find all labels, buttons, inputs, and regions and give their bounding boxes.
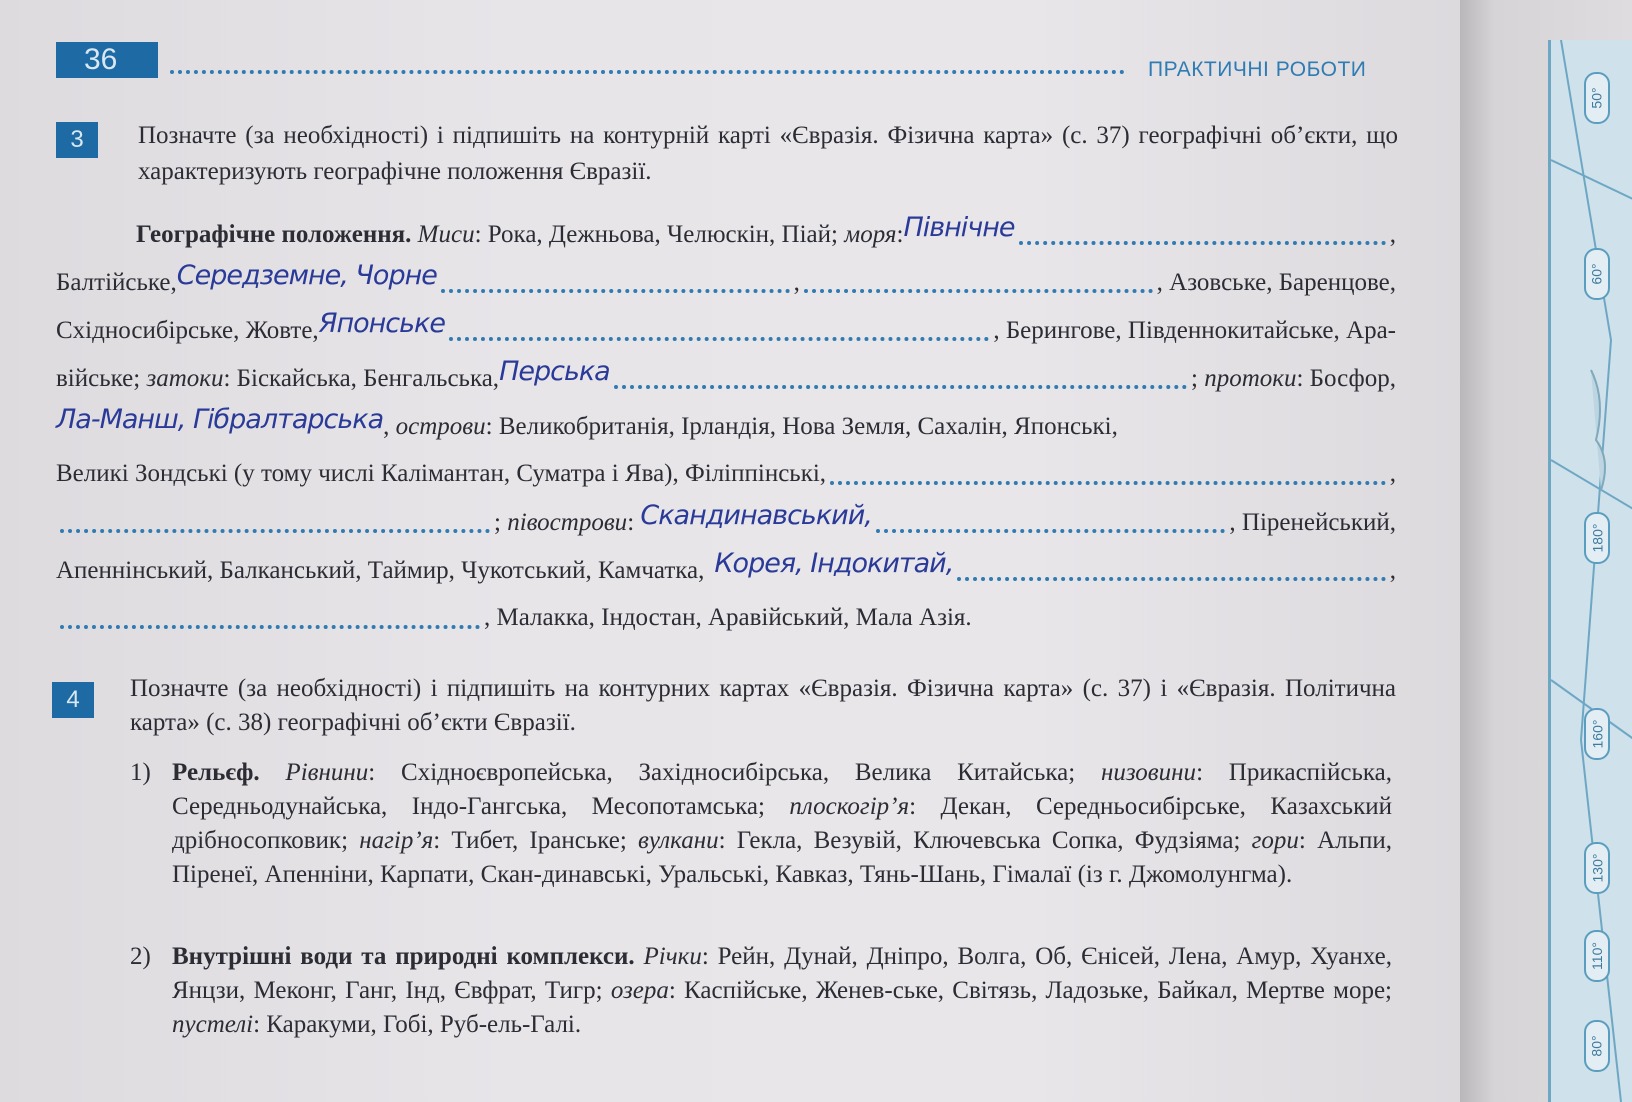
task3-line (56, 260, 1396, 304)
latitude-label: 110° (1584, 930, 1610, 982)
text-bays: : Біскайська, Бенгальська, (223, 365, 500, 392)
task3-line (56, 404, 1396, 448)
label: вулкани (638, 827, 719, 854)
text: Балтійське, (56, 269, 177, 296)
answer-blank[interactable] (876, 519, 1226, 533)
answer-blank[interactable] (804, 279, 1153, 293)
label-bays: затоки (146, 365, 224, 392)
label-straits: протоки (1204, 365, 1297, 392)
handwritten-answer: Скандинавський, (640, 500, 872, 531)
text: Великі Зондські (у тому числі Калімантан, Суматра і Ява), Філіппінські, (56, 460, 827, 487)
text: : Гекла, Везувій, Ключевська Сопка, Фудзіяма; (718, 827, 1252, 854)
label: плоскогір’я (789, 793, 910, 820)
task3-line (56, 500, 1396, 544)
text: : Прикаспійська, Середньодунайська, Індо-Гангська, Месопотамська; (172, 759, 1392, 820)
heading-geo-position: Географічне положення. (136, 221, 412, 248)
handwritten-answer: Корея, Індокитай, (714, 548, 954, 579)
item-title: Рельєф. (172, 759, 260, 786)
label: Рівнини (285, 759, 369, 786)
text: : (627, 509, 635, 536)
task-number-badge: 3 (56, 122, 98, 158)
label: пустелі (172, 1011, 254, 1038)
task3-line (56, 452, 1396, 496)
label: нагір’я (359, 827, 434, 854)
text: ; (494, 509, 501, 536)
item-number: 2) (130, 943, 151, 970)
task3-line (56, 356, 1396, 400)
page-number: 36 (56, 42, 158, 78)
text: війське; (56, 365, 147, 392)
task3-line (56, 308, 1396, 352)
latitude-label: 80° (1584, 1020, 1610, 1072)
item-number: 1) (130, 759, 151, 786)
text: , Піренейський, (1229, 509, 1396, 536)
list-item (130, 940, 1392, 1042)
label-seas: моря (844, 221, 897, 248)
handwritten-answer: Північне (903, 212, 1015, 243)
answer-blank[interactable] (957, 567, 1385, 581)
answer-blank[interactable] (441, 279, 790, 293)
task3-line (56, 548, 1396, 592)
text: , (383, 413, 396, 440)
text: : Каракуми, Гобі, Руб-ель-Галі. (253, 1011, 582, 1038)
handwritten-answer: Перська (499, 356, 610, 387)
text: : (896, 221, 904, 248)
task4-instruction: Позначте (за необхідності) і підпишіть на контурних картах «Євразія. Фізична карта» (с. 37) і «Євразія. Політична карта» (с. 38) географічні об’єкти Євразії. (130, 675, 1396, 736)
text: , (1389, 557, 1396, 584)
latitude-label: 160° (1584, 708, 1610, 760)
answer-blank[interactable] (614, 375, 1187, 389)
text: Апеннінський, Балканський, Таймир, Чукотський, Камчатка, (56, 557, 705, 584)
text-capes: : Рока, Дежньова, Челюскін, Піай; (474, 221, 845, 248)
handwritten-answer: Ла-Манш, Гібралтарська (56, 404, 384, 435)
latitude-label: 60° (1584, 248, 1610, 300)
label: низовини (1100, 759, 1197, 786)
text: : Декан, Середньосибірське, Казахський дрібносопковик; (172, 793, 1392, 854)
task-number-badge: 4 (52, 682, 94, 718)
label: гори (1251, 827, 1299, 854)
text-islands: : Великобританія, Ірландія, Нова Земля, Сахалін, Японські, (485, 413, 1118, 440)
header-dotted-rule (170, 70, 1125, 74)
item-title: Внутрішні води та природні комплекси. (172, 943, 635, 970)
label: озера (610, 977, 669, 1004)
text: , Берингове, Південнокитайське, Ара- (993, 317, 1396, 344)
answer-blank[interactable] (1019, 231, 1386, 245)
text: : Каспійське, Женев-ське, Світязь, Ладозьке, Байкал, Мертве море; (668, 977, 1392, 1004)
text: : Тибет, Іранське; (433, 827, 638, 854)
handwritten-answer: Середземне, Чорне (176, 260, 437, 291)
text: , (1389, 460, 1396, 487)
text: : Альпи, Піренеї, Апенніни, Карпати, Скан-динавські, Уральські, Кавказ, Тянь-Шань, Гімалаї (із г. Джомолунгма). (172, 827, 1393, 888)
latitude-label: 180° (1584, 512, 1610, 564)
task3-line (56, 212, 1396, 256)
text: , Малакка, Індостан, Аравійський, Мала Азія. (484, 604, 972, 631)
text: ; (1191, 365, 1205, 392)
label: Річки (643, 943, 702, 970)
answer-blank[interactable] (60, 519, 490, 533)
label-islands: острови (395, 413, 486, 440)
text: , Азовське, Баренцове, (1156, 269, 1397, 296)
text: : Східноєвропейська, Західносибірська, Велика Китайська; (368, 759, 1101, 786)
answer-blank[interactable] (60, 615, 480, 629)
task3-instruction: Позначте (за необхідності) і підпишіть на контурній карті «Євразія. Фізична карта» (с. 37) географічні об’єкти, що характеризують географічне положення Євразії. (138, 122, 1398, 185)
text: : Босфор, (1296, 365, 1396, 392)
latitude-label: 50° (1584, 72, 1610, 124)
task3-line (56, 596, 1396, 640)
text: : Рейн, Дунай, Дніпро, Волга, Об, Єнісей, Лена, Амур, Хуанхе, Янцзи, Меконг, Ганг, Інд, Євфрат, Тигр; (172, 943, 1392, 1004)
text: , (793, 269, 800, 296)
text: Східносибірське, Жовте, (56, 317, 319, 344)
handwritten-answer: Японське (318, 308, 445, 339)
label-peninsulas: півострови (507, 509, 628, 536)
label-capes: Миси (417, 221, 475, 248)
list-item (130, 756, 1392, 892)
answer-blank[interactable] (830, 471, 1386, 485)
answer-blank[interactable] (449, 327, 989, 341)
text: , (1389, 221, 1396, 248)
section-title: ПРАКТИЧНІ РОБОТИ (1148, 58, 1367, 81)
latitude-label: 130° (1584, 842, 1610, 894)
